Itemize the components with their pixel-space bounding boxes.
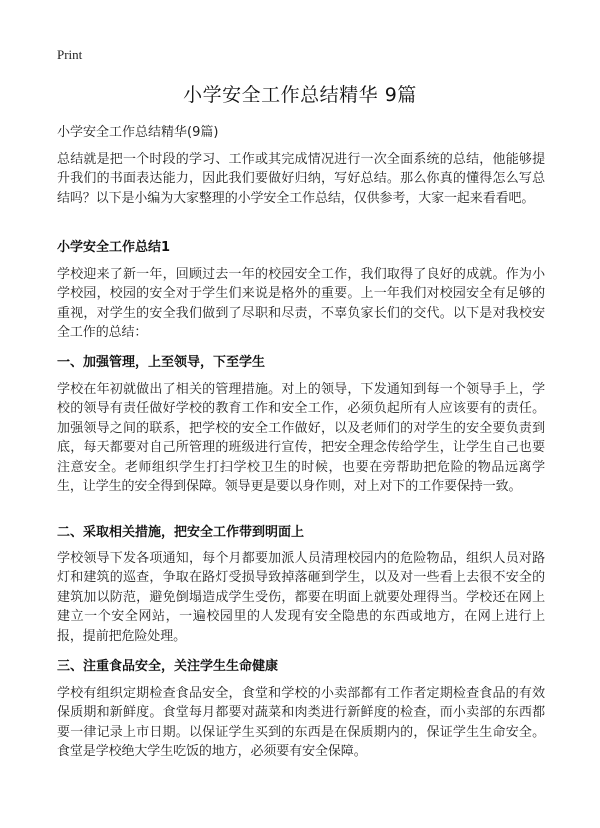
document-subtitle: 小学安全工作总结精华(9篇) [57, 125, 219, 140]
part-1-heading: 一、加强管理，上至领导，下至学生 [57, 355, 266, 370]
part-3-paragraph: 学校有组织定期检查食品安全，食堂和学校的小卖部都有工作者定期检查食品的有效保质期和新鲜度。食堂每月都要对蔬菜和肉类进行新鲜度的检查，而小卖部的东西都要一律记录上市日期。以保证学生买到的东西是在保质期内的，保证学生生命安全。食堂是学校绝大学生吃饭的地方，必须要有安全保障。 [57, 686, 545, 760]
part-1-paragraph: 学校在年初就做出了相关的管理措施。对上的领导，下发通知到每一个领导手上，学校的领导有责任做好学校的教育工作和安全工作，必须负起所有人应该要有的责任。加强领导之间的联系，把学校的安全工作做好，以及老师们的对学生的安全要负责到底，每天都要对自己所管理的班级进行宣传，把安全理念传给学生，让学生自己也要注意安全。老师组织学生打扫学校卫生的时候，也要在旁帮助把危险的物品远离学生，让学生的安全得到保障。领导更是要以身作则，对上对下的工作要保持一致。 [57, 382, 545, 495]
section-intro-paragraph: 学校迎来了新一年，回顾过去一年的校园安全工作，我们取得了良好的成就。作为小学校园，校园的安全对于学生们来说是格外的重要。上一年我们对校园安全有足够的重视，对学生的安全我们做到了尽职和尽责，不辜负家长们的交代。以下是对我校安全工作的总结： [57, 267, 545, 341]
intro-paragraph: 总结就是把一个时段的学习、工作或其完成情况进行一次全面系统的总结，他能够提升我们的书面表达能力，因此我们要做好归纳，写好总结。那么你真的懂得怎么写总结吗？以下是小编为大家整理的小学安全工作总结，仅供参考，大家一起来看看吧。 [57, 152, 545, 206]
section-title: 小学安全工作总结1 [57, 240, 171, 255]
part-3-heading: 三、注重食品安全，关注学生生命健康 [57, 659, 279, 674]
part-2-paragraph: 学校领导下发各项通知，每个月都要加派人员清理校园内的危险物品，组织人员对路灯和建筑的巡查，争取在路灯受损导致掉落砸到学生，以及对一些看上去很不安全的建筑加以防范，避免倒塌造成学生受伤，都要在明面上就要处理得当。学校还在网上建立一个安全网站，一遍校园里的人发现有安全隐患的东西或地方，在网上进行上报，提前把危险处理。 [57, 551, 545, 644]
print-link[interactable]: Print [57, 47, 83, 62]
page-title: 小学安全工作总结精华 9篇 [183, 84, 417, 106]
part-2-heading: 二、采取相关措施，把安全工作带到明面上 [57, 525, 305, 540]
